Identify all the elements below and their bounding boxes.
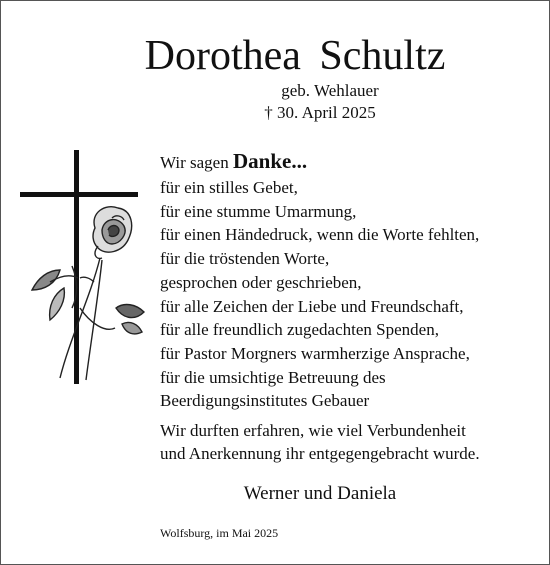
thanks-line: Beerdigungsinstitutes Gebauer (160, 391, 370, 411)
closing-line: Wir durften erfahren, wie viel Verbundenheit (160, 421, 466, 440)
thanks-line: für Pastor Morgners warmherzige Ansprache, (160, 343, 470, 363)
thanks-line: für die umsichtige Betreuung des (160, 367, 386, 387)
deceased-name: Dorothea Schultz (144, 33, 446, 79)
thanks-line: für die tröstenden Worte, (160, 249, 330, 269)
thanks-line: für einen Händedruck, wenn die Worte fehlten, (160, 225, 480, 245)
thanks-line: für ein stilles Gebet, (160, 178, 298, 197)
thanks-prefix: Wir sagen (160, 153, 233, 172)
birth-name: geb. Wehlauer (281, 81, 379, 100)
closing-line: und Anerkennung ihr entgegengebracht wurde. (160, 444, 480, 463)
rose-icon (32, 207, 144, 380)
thanks-line: für eine stumme Umarmung, (160, 201, 357, 221)
place-and-date: Wolfsburg, im Mai 2025 (160, 526, 279, 540)
thanks-lines (160, 176, 479, 413)
cross-and-rose-illustration (20, 148, 150, 388)
closing-paragraph (160, 419, 480, 465)
thanks-line: für alle freundlich zugedachten Spenden, (160, 320, 439, 340)
thanks-heading (160, 148, 307, 176)
signers: Werner und Daniela (243, 483, 397, 504)
thanks-line: gesprochen oder geschrieben, (160, 272, 362, 292)
thanks-word: Danke... (232, 149, 308, 173)
death-date: † 30. April 2025 (264, 103, 376, 122)
thanks-line: für alle Zeichen der Liebe und Freundschaft, (160, 296, 464, 316)
cross-icon (20, 150, 138, 384)
